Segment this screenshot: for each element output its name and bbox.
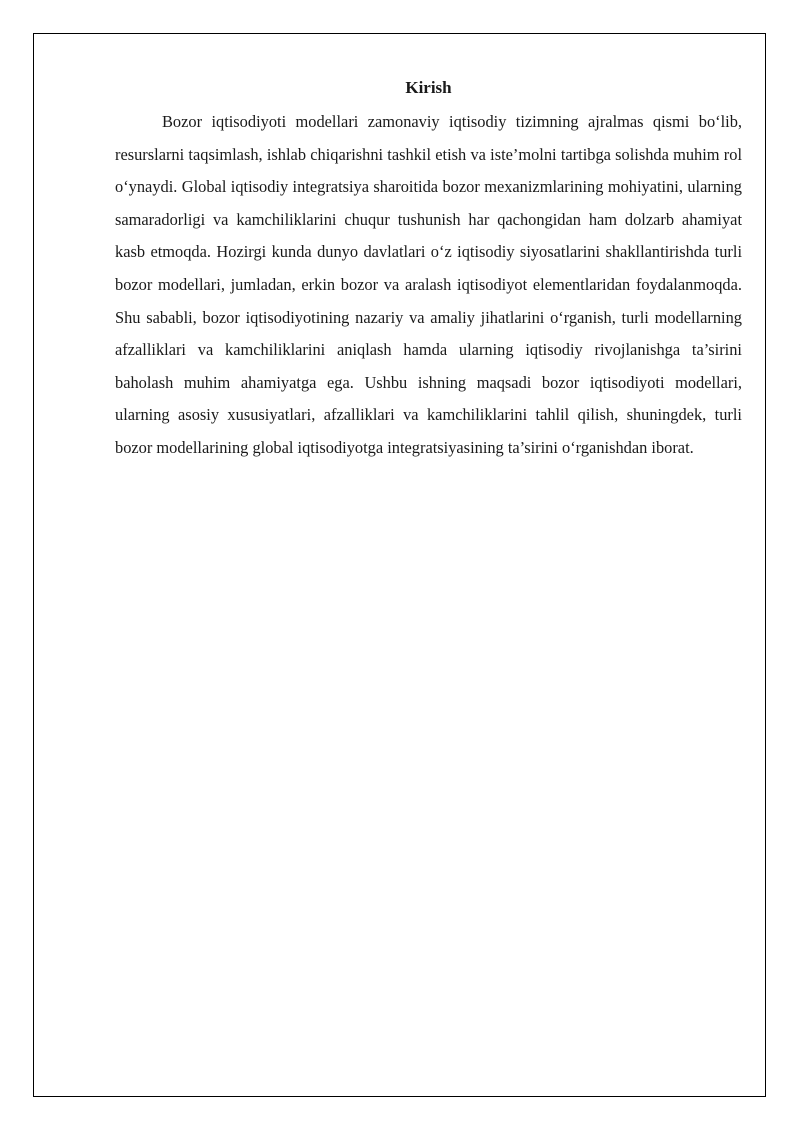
intro-paragraph: Bozor iqtisodiyoti modellari zamonaviy iqtisodiy tizimning ajralmas qismi bo‘lib, resurslarni taqsimlash, ishlab chiqarishni tashkil etish va iste’molni tartibga solishda muhim rol o‘ynaydi. Global iqtisodiy integratsiya sharoitida bozor mexanizmlarining mohiyatini, ularning samaradorligi va kamchiliklarini chuqur tushunish har qachongidan ham dolzarb ahamiyat kasb etmoqda. Hozirgi kunda dunyo davlatlari o‘z iqtisodiy siyosatlarini shakllantirishda turli bozor modellari, jumladan, erkin bozor va aralash iqtisodiyot elementlaridan foydalanmoqda. Shu sababli, bozor iqtisodiyotining nazariy va amaliy jihatlarini o‘rganish, turli modellarning afzalliklari va kamchiliklarini aniqlash hamda ularning iqtisodiy rivojlanishga ta’sirini baholash muhim ahamiyatga ega. Ushbu ishning maqsadi bozor iqtisodiyoti modellari, ularning asosiy xususiyatlari, afzalliklari va kamchiliklarini tahlil qilish, shuningdek, turli bozor modellarining global iqtisodiyotga integratsiyasining ta’sirini o‘rganishdan iborat.: [115, 112, 742, 457]
document-body: [115, 76, 742, 465]
section-heading: Kirish: [405, 78, 452, 97]
